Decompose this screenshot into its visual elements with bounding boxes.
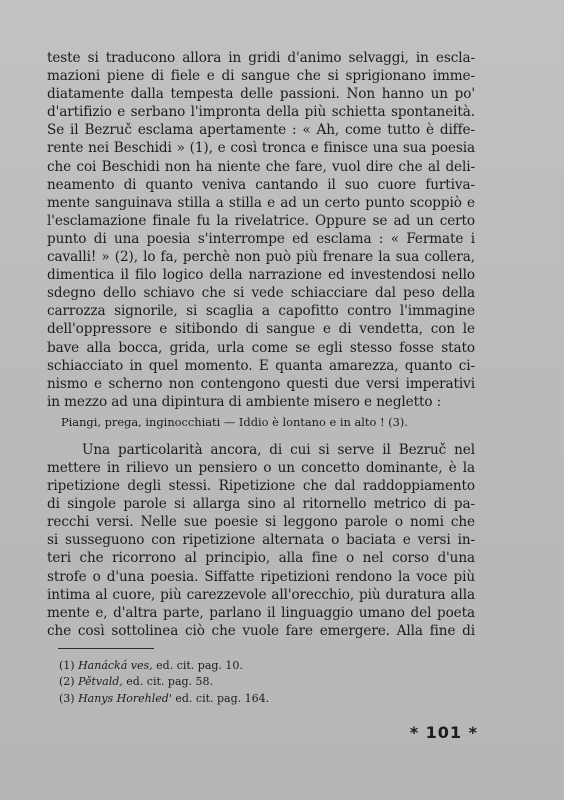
footnote-reference: ed. cit. pag. 58. (126, 675, 214, 689)
paragraph-1 (47, 49, 475, 411)
text-line: teri che ricorrono al principio, alla fine o nel corso d'una (47, 550, 475, 567)
text-line: l'esclamazione finale fu la rivelatrice. Oppure se ad un certo (47, 212, 475, 229)
text-line: strofe o d'una poesia. Siffatte ripetizioni rendono la voce più (47, 568, 475, 585)
footnote-title: Hanys Horehled' (78, 691, 172, 705)
text-line: diatamente dalla tempesta delle passioni. Non hanno un po' (47, 86, 475, 103)
text-line: teste si traducono allora in gridi d'animo selvaggi, in escla- (47, 50, 475, 66)
text-line: mente e, d'altra parte, parlano il linguaggio umano del poeta (47, 604, 475, 621)
text-line: mazioni piene di fiele e di sangue che si sprigionano imme- (47, 68, 475, 85)
text-line: neamento di quanto veniva cantando il suo cuore furtiva- (47, 176, 475, 193)
text-line: ripetizione degli stessi. Ripetizione che dal raddoppiamento (47, 478, 475, 495)
text-line: recchi versi. Nelle sue poesie si leggono parole o nomi che (47, 514, 475, 531)
text-line: che così sottolinea ciò che vuole fare emergere. Alla fine di (47, 622, 475, 639)
text-line: cavalli! » (2), lo fa, perchè non può più frenare la sua collera, (47, 249, 475, 266)
footnote-number: (2) (59, 675, 75, 689)
text-line: intima al cuore, più carezzevole all'orecchio, più duratura alla (47, 586, 475, 603)
text-line: mente sanguinava stilla a stilla e ad un certo punto scoppiò e (47, 194, 475, 211)
footnote (59, 658, 359, 674)
text-line: rente nei Beschidi » (1), e così tronca e finisce una sua poesia (47, 140, 475, 157)
page-number: * 101 * (409, 723, 478, 742)
footnote-reference: ed. cit. pag. 164. (175, 691, 270, 705)
footnote (59, 674, 359, 690)
text-line: dell'oppressore e sitibondo di sangue e di vendetta, con le (47, 321, 475, 338)
text-line: sdegno dello schiavo che si vede schiacciare dal peso della (47, 285, 475, 302)
text-line: dimentica il filo logico della narrazione ed investendosi nello (47, 267, 475, 284)
text-line: che coi Beschidi non ha niente che fare, vuol dire che al deli- (47, 158, 475, 175)
footnote-number: (1) (59, 659, 75, 672)
footnote-title: Hanácká ves, (78, 659, 153, 672)
text-line: Una particolarità ancora, di cui si serve il Bezruč nel (82, 441, 475, 458)
text-line: si susseguono con ripetizione alternata o baciata e versi in- (47, 532, 475, 549)
text-line: d'artifizio e serbano l'impronta della più schietta spontaneità. (47, 104, 475, 121)
text-line: Se il Bezruč esclama apertamente : « Ah, come tutto è diffe- (47, 122, 475, 139)
text-line: punto di una poesia s'interrompe ed esclama : « Fermate i (47, 230, 475, 247)
main-text (47, 49, 475, 640)
paragraph-2 (47, 441, 475, 640)
text-line: mettere in rilievo un pensiero o un concetto dominante, è la (47, 459, 475, 476)
text-line: nismo e scherno non contengono questi due versi imperativi (47, 375, 475, 392)
text-line: schiacciato in quel momento. E quanta amarezza, quanto ci- (47, 357, 475, 374)
footnote-number: (3) (59, 691, 75, 705)
text-line: in mezzo ad una dipintura di ambiente misero e negletto : (47, 393, 442, 410)
footnote-title: Pětvald, (78, 675, 123, 689)
footnote-rule (58, 648, 154, 649)
footnote-reference: ed. cit. pag. 10. (156, 659, 243, 672)
text-line: di singole parole si allarga sino al ritornello metrico di pa- (47, 496, 475, 513)
text-line: bave alla bocca, grida, urla come se egli stesso fosse stato (47, 339, 475, 356)
verse-quote: Piangi, prega, inginocchiati — Iddio è lontano e in alto ! (3). (61, 414, 408, 429)
footnotes (59, 658, 359, 707)
footnote (59, 691, 359, 707)
text-line: carrozza signorile, si scaglia a capofitto contro l'immagine (47, 303, 475, 320)
